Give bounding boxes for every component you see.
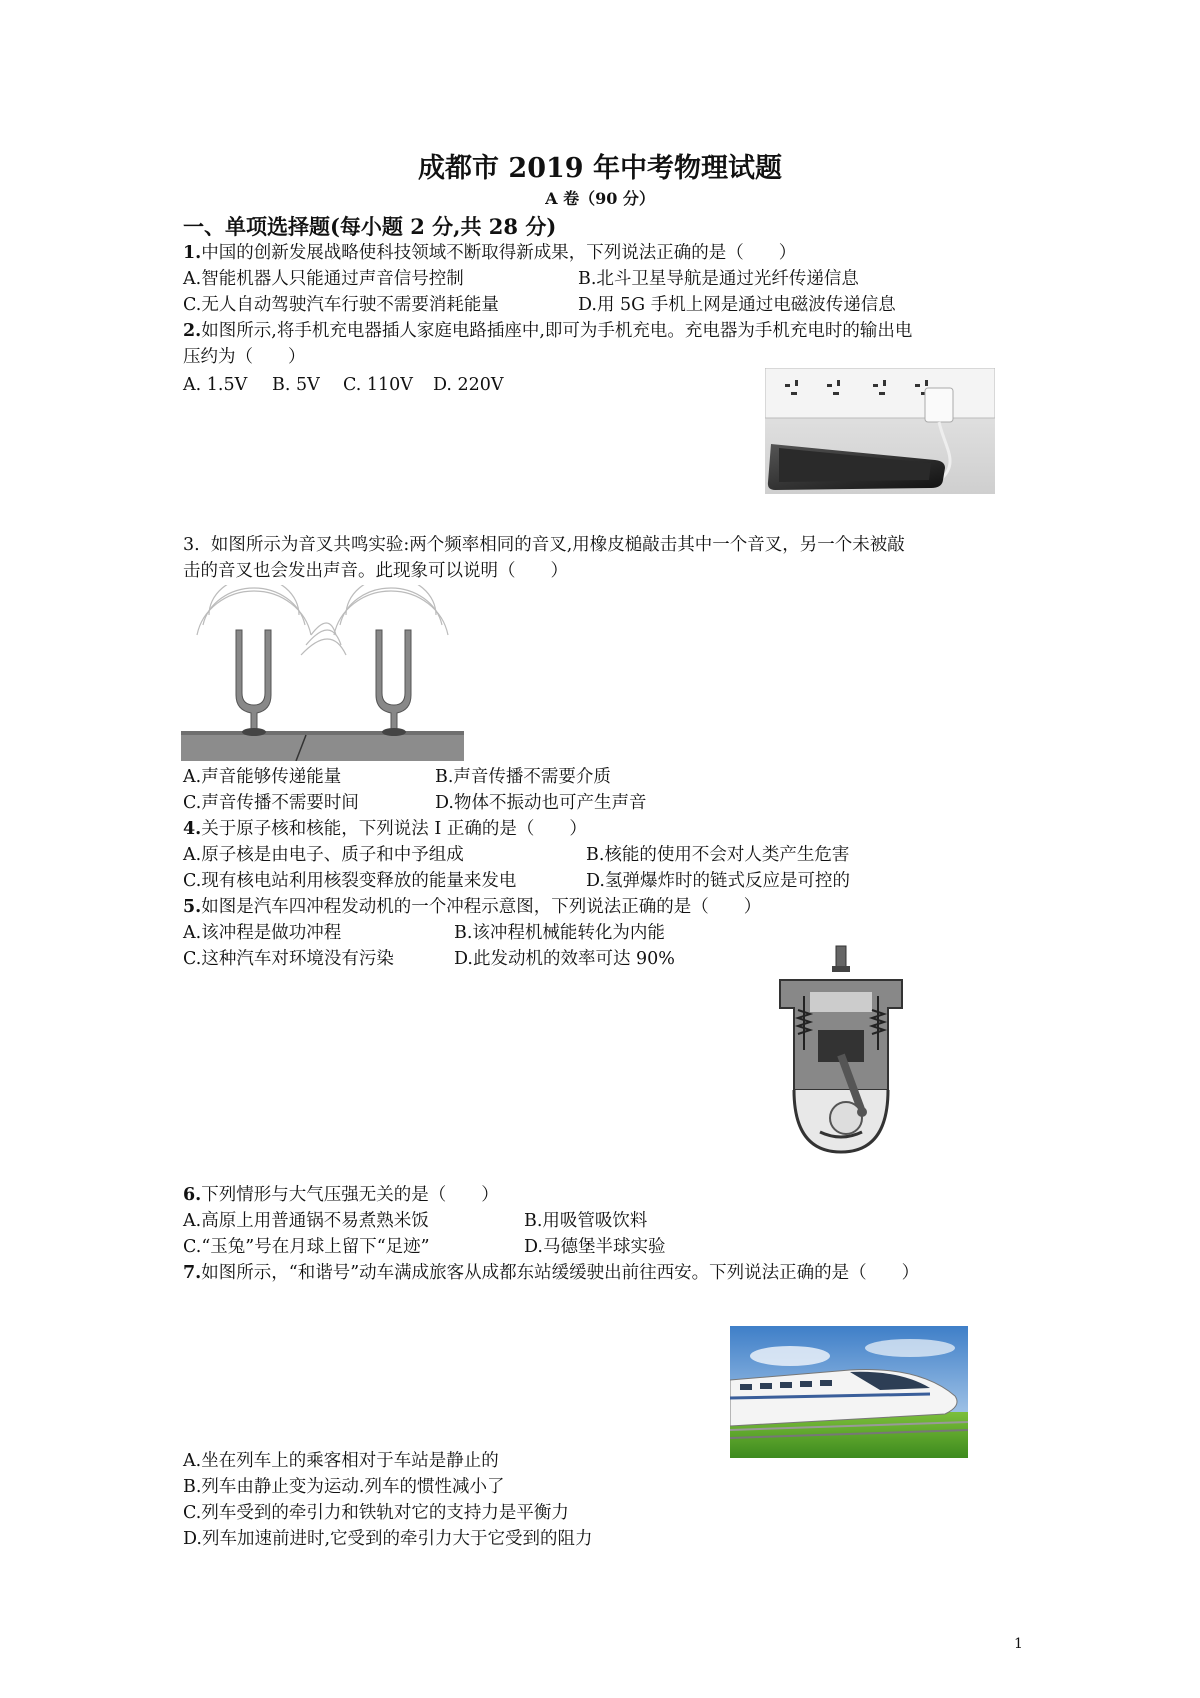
q4-option-a: A.原子核是由电子、质子和中予组成 bbox=[183, 845, 464, 865]
q5-number: 5. bbox=[183, 897, 202, 917]
q7-option-c: C.列车受到的牵引力和铁轨对它的支持力是平衡力 bbox=[183, 1503, 569, 1523]
q6-stem-text: 下列情形与大气压强无关的是（ ） bbox=[201, 1185, 499, 1205]
section-heading: 一、单项选择题(每小题 2 分,共 28 分) bbox=[183, 214, 557, 239]
q6-number: 6. bbox=[183, 1185, 202, 1205]
q4-option-c: C.现有核电站利用核裂变释放的能量来发电 bbox=[183, 871, 517, 891]
q5-stem bbox=[183, 896, 761, 918]
q6-option-a: A.高原上用普通锅不易煮熟米饭 bbox=[183, 1211, 429, 1231]
q2-option-d: D. 220V bbox=[433, 375, 504, 395]
q1-option-d: D.用 5G 手机上网是通过电磁波传递信息 bbox=[578, 295, 896, 315]
q3-option-c: C.声音传播不需要时间 bbox=[183, 793, 359, 813]
q5-option-b: B.该冲程机械能转化为内能 bbox=[454, 923, 665, 943]
page-number: 1 bbox=[1014, 1636, 1023, 1652]
q4-option-d: D.氢弹爆炸时的链式反应是可控的 bbox=[586, 871, 850, 891]
q4-number: 4. bbox=[183, 819, 202, 839]
q1-stem bbox=[183, 242, 796, 264]
q7-stem-text: 如图所示，“和谐号”动车满成旅客从成都东站缓缓驶出前往西安。下列说法正确的是（ ） bbox=[201, 1263, 920, 1283]
q6-option-d: D.马德堡半球实验 bbox=[524, 1237, 666, 1257]
q4-stem bbox=[183, 818, 587, 840]
q1-option-a: A.智能机器人只能通过声音信号控制 bbox=[183, 269, 464, 289]
q7-option-a: A.坐在列车上的乘客相对于车站是静止的 bbox=[183, 1451, 499, 1471]
phone-charger-figure bbox=[765, 368, 995, 494]
engine-stroke-figure bbox=[770, 940, 912, 1158]
q3-stem-line1 bbox=[183, 534, 905, 556]
q5-stem-text: 如图是汽车四冲程发动机的一个冲程示意图，下列说法正确的是（ ） bbox=[201, 897, 762, 917]
q7-option-b: B.列车由静止变为运动.列车的惯性减小了 bbox=[183, 1477, 505, 1497]
q3-option-d: D.物体不振动也可产生声音 bbox=[435, 793, 647, 813]
q7-option-d: D.列车加速前进时,它受到的牵引力大于它受到的阻力 bbox=[183, 1529, 593, 1549]
tuning-fork-figure bbox=[181, 585, 464, 761]
q1-stem-text: 中国的创新发展战略使科技领域不断取得新成果，下列说法正确的是（ ） bbox=[201, 243, 797, 263]
q2-option-b: B. 5V bbox=[272, 375, 320, 395]
q5-option-a: A.该冲程是做功冲程 bbox=[183, 923, 342, 943]
q5-option-d: D.此发动机的效率可达 90% bbox=[454, 949, 675, 969]
q4-stem-text: 关于原子核和核能，下列说法 I 正确的是（ ） bbox=[201, 819, 587, 839]
q4-option-b: B.核能的使用不会对人类产生危害 bbox=[586, 845, 850, 865]
q2-option-c: C. 110V bbox=[343, 375, 413, 395]
train-figure bbox=[730, 1326, 968, 1458]
q2-stem-line2: 压约为（ ） bbox=[183, 347, 306, 367]
page-title: 成都市 2019 年中考物理试题 bbox=[418, 153, 782, 184]
q2-stem-text1: 如图所示,将手机充电器插人家庭电路插座中,即可为手机充电。充电器为手机充电时的输出电 bbox=[201, 321, 913, 341]
q3-option-a: A.声音能够传递能量 bbox=[183, 767, 342, 787]
q2-option-a: A. 1.5V bbox=[183, 375, 248, 395]
q1-number: 1. bbox=[183, 243, 202, 263]
q2-number: 2. bbox=[183, 321, 202, 341]
q6-option-c: C.“玉兔”号在月球上留下“足迹” bbox=[183, 1237, 430, 1257]
page-subtitle: A 卷（90 分） bbox=[545, 189, 655, 208]
q3-stem-line2: 击的音叉也会发出声音。此现象可以说明（ ） bbox=[183, 561, 568, 581]
q5-option-c: C.这种汽车对环境没有污染 bbox=[183, 949, 394, 969]
q7-stem bbox=[183, 1262, 919, 1284]
q2-stem-line1 bbox=[183, 320, 912, 342]
q3-number: 3. bbox=[183, 535, 200, 555]
q7-number: 7. bbox=[183, 1263, 202, 1283]
q1-option-c: C.无人自动驾驶汽车行驶不需要消耗能量 bbox=[183, 295, 499, 315]
q1-option-b: B.北斗卫星导航是通过光纤传递信息 bbox=[578, 269, 859, 289]
q6-option-b: B.用吸管吸饮料 bbox=[524, 1211, 648, 1231]
q3-stem-text1: 如图所示为音叉共鸣实验:两个频率相同的音叉,用橡皮槌敲击其中一个音叉，另一个未被敲 bbox=[210, 535, 905, 555]
q6-stem bbox=[183, 1184, 499, 1206]
q3-option-b: B.声音传播不需要介质 bbox=[435, 767, 611, 787]
